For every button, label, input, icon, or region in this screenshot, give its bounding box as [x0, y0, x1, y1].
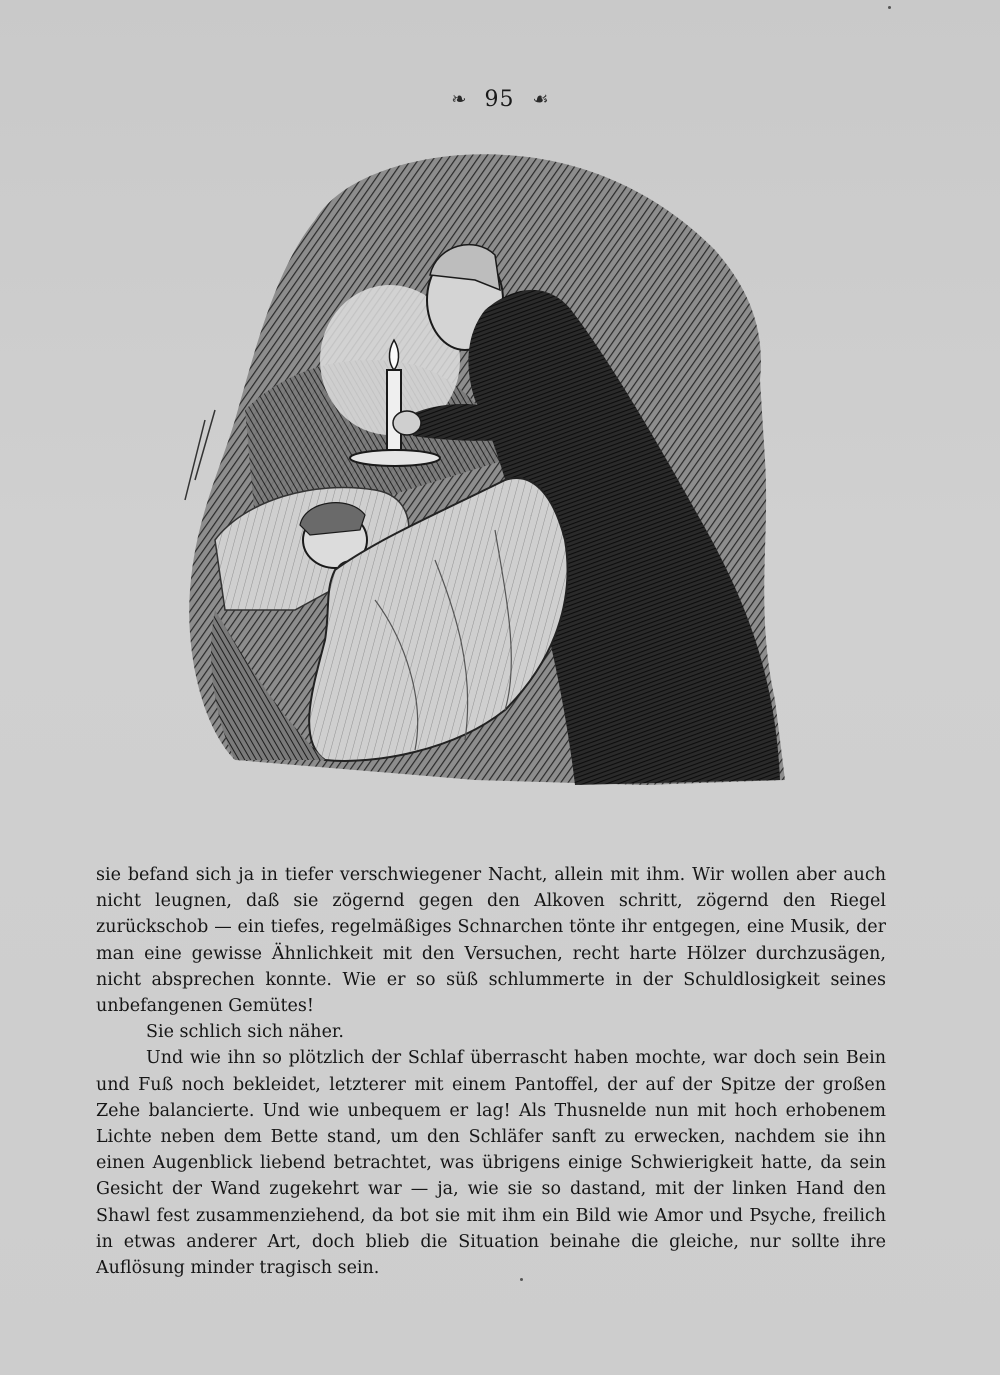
page-number: 95	[484, 86, 515, 112]
right-ornament-icon: ☙	[532, 88, 549, 110]
engraving-candle-bedside-icon	[175, 140, 790, 790]
body-text	[96, 862, 886, 1281]
page-header	[0, 84, 1000, 114]
paragraph: sie befand sich ja in tiefer verschwiegener Nacht, allein mit ihm. Wir wollen aber auch nicht leugnen, daß sie zögernd gegen den Alkoven schritt, zögernd den Riegel zurückschob — ein tiefes, regelmäßiges Schnarchen tönte ihr entgegen, eine Musik, der man eine gewisse Ähnlichkeit mit den Versuchen, recht harte Hölzer durchzusägen, nicht absprechen konnte. Wie er so süß schlummerte in der Schuldlosigkeit seines unbefangenen Gemütes!	[96, 865, 886, 1017]
paper-speck	[520, 1278, 523, 1281]
left-ornament-icon: ❧	[451, 88, 467, 110]
paragraph: Sie schlich sich näher.	[146, 1022, 344, 1043]
paper-speck	[888, 6, 891, 9]
paragraph: Und wie ihn so plötzlich der Schlaf überrascht haben mochte, war doch sein Bein und Fuß noch bekleidet, letzterer mit einem Pantoffel, der auf der Spitze der großen Zehe balancierte. Und wie unbequem er lag! Als Thusnelde nun mit hoch erhobenem Lichte neben dem Bette stand, um den Schläfer sanft zu erwecken, nachdem sie ihn einen Augenblick liebend betrachtet, was übrigens einige Schwierigkeit hatte, da sein Gesicht der Wand zugekehrt war — ja, wie sie so dastand, mit der linken Hand den Shawl fest zusammenziehend, da bot sie mit ihm ein Bild wie Amor und Psyche, freilich in etwas anderer Art, doch blieb die Situation beinahe die gleiche, nur sollte ihre Auflösung minder tragisch sein.	[96, 1048, 886, 1279]
